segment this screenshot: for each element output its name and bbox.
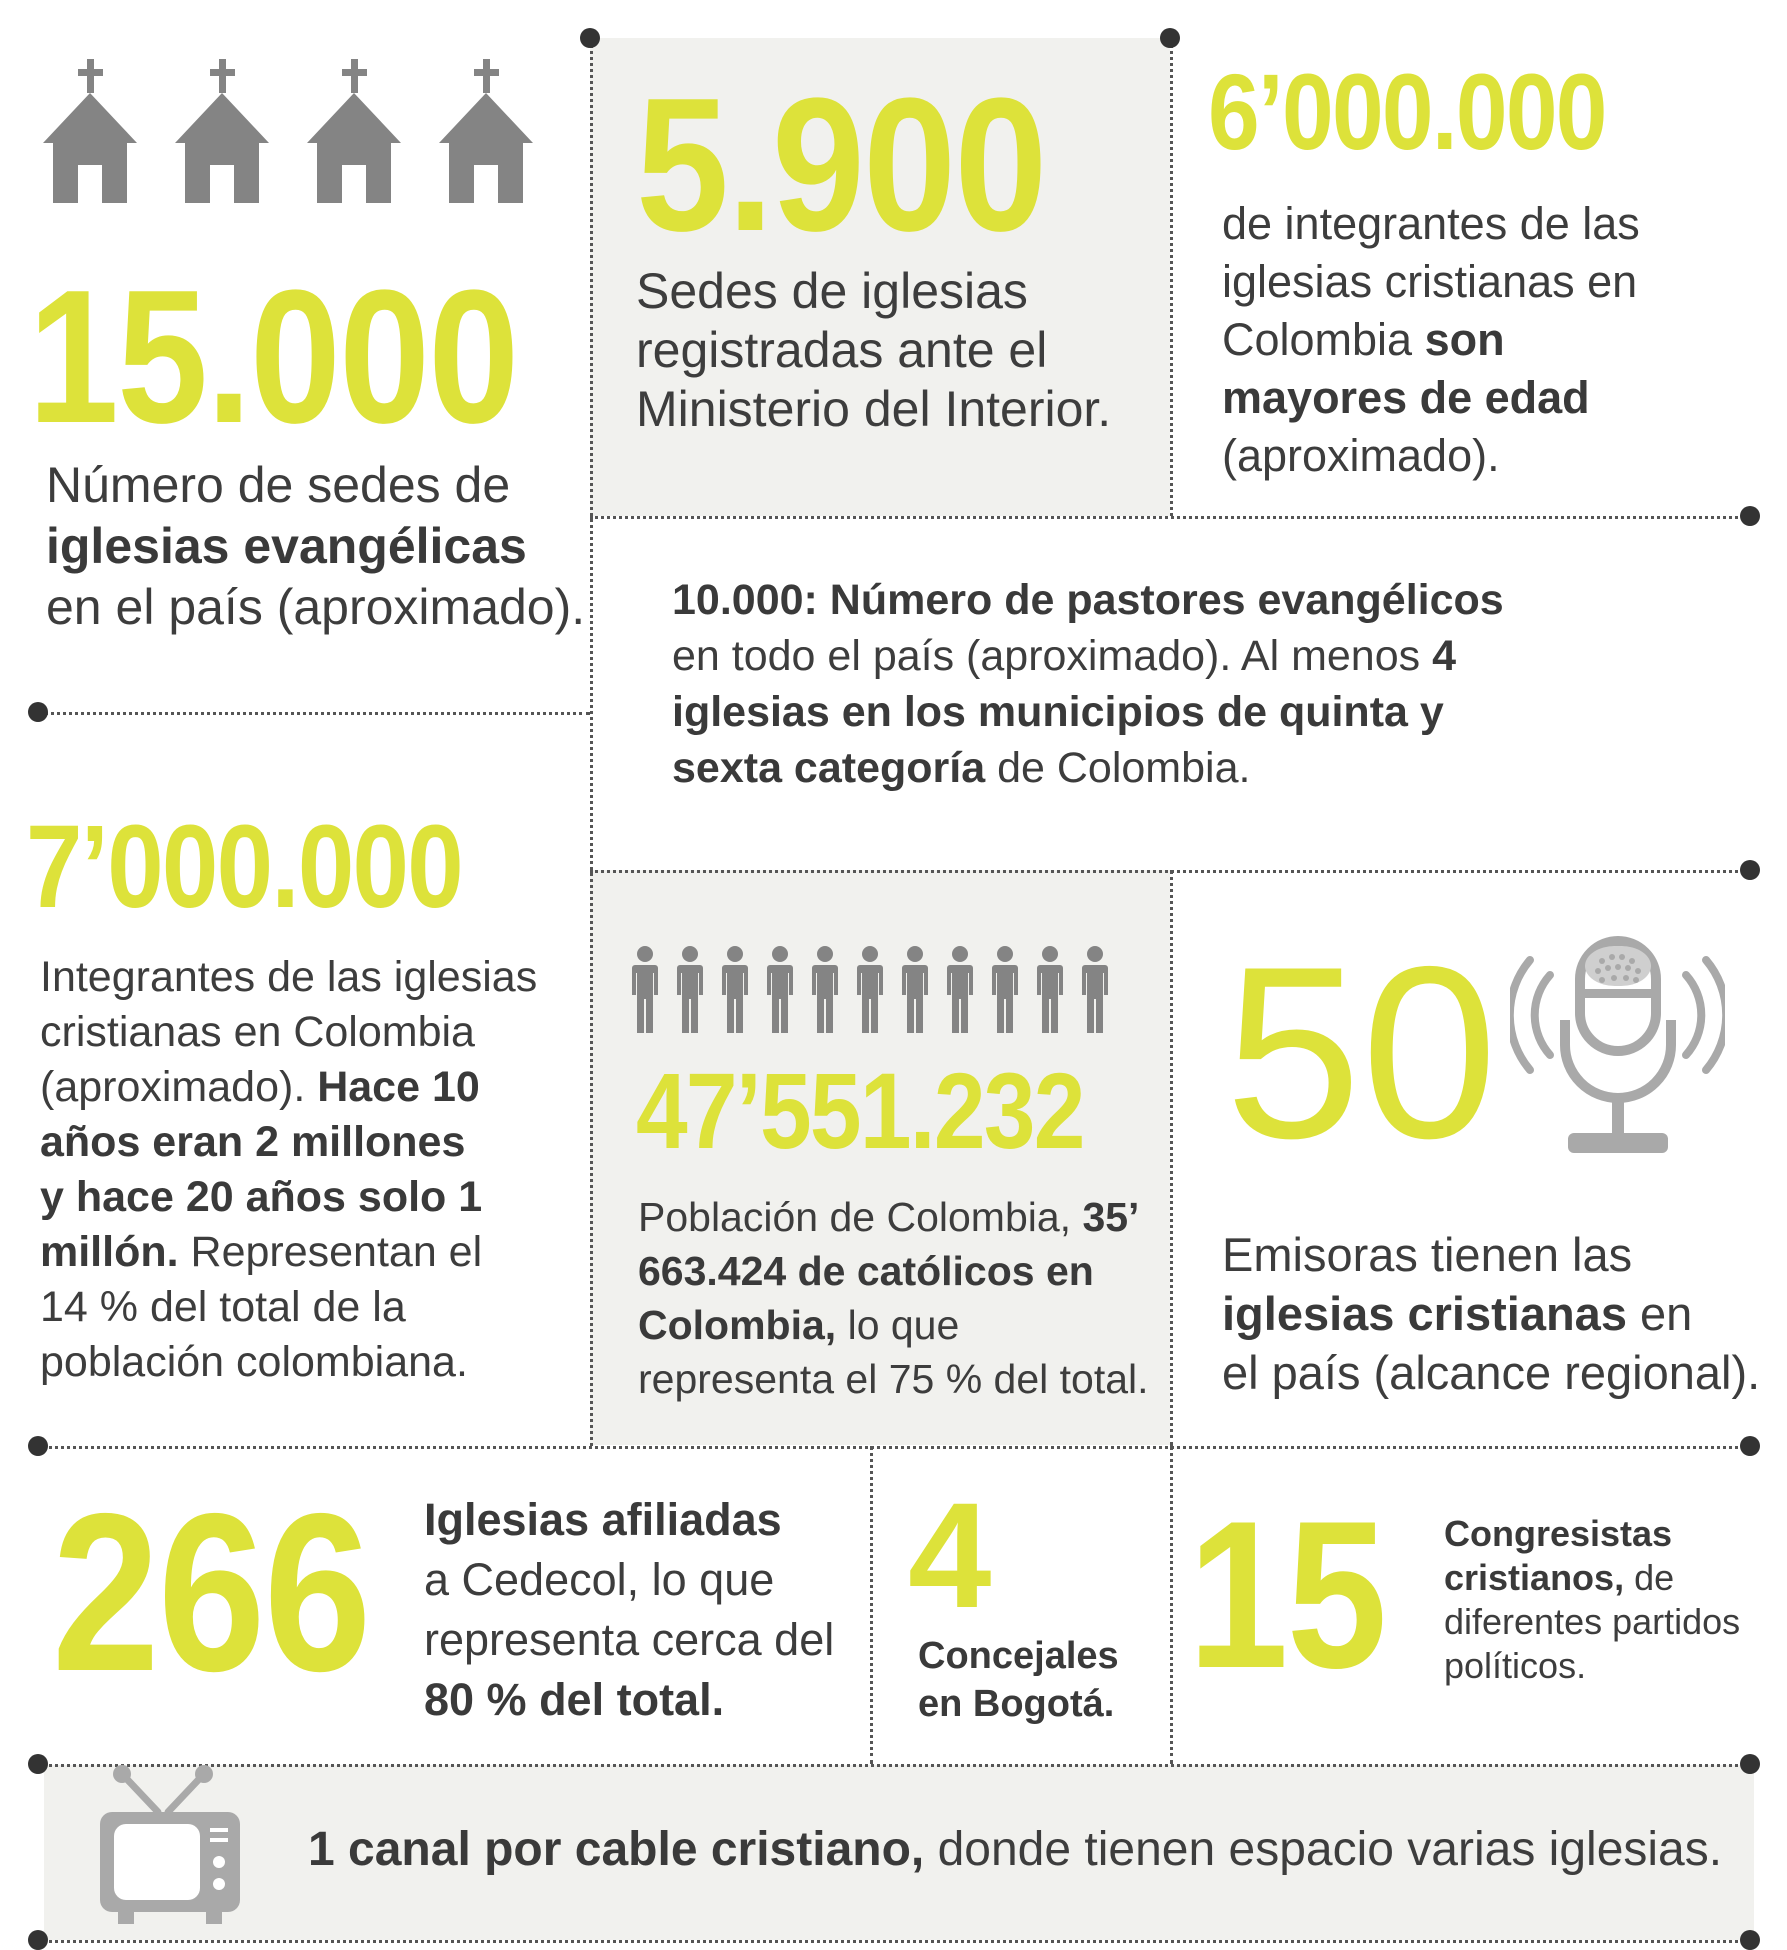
divider-h6 xyxy=(38,1940,1750,1943)
stat-pastores-line-bold: 10.000: Número de pastores evangélicos xyxy=(672,576,1504,624)
stat-266-text xyxy=(424,1490,834,1730)
stat-pastores-span: en todo el país (aproximado). Al menos xyxy=(672,632,1433,680)
stat-5900-text xyxy=(636,262,1111,439)
person-icon xyxy=(857,946,883,1033)
divider-dot xyxy=(28,1930,48,1950)
stat-6000000-line: iglesias cristianas en xyxy=(1222,256,1638,307)
stat-pastores-text xyxy=(672,572,1504,796)
divider-dot xyxy=(28,1754,48,1774)
stat-emisoras-number: 50 xyxy=(1225,915,1498,1189)
stat-concejales-text xyxy=(918,1632,1119,1728)
stat-7000000-span: (aproximado). xyxy=(40,1063,318,1111)
person-icon xyxy=(767,946,793,1033)
stat-15000-line-bold: iglesias evangélicas xyxy=(46,518,527,574)
stat-pastores-bold: 4 xyxy=(1432,632,1457,680)
stat-poblacion-span: Población de Colombia, xyxy=(638,1194,1083,1240)
stat-7000000-line: 14 % del total de la xyxy=(40,1283,406,1331)
stat-poblacion-line xyxy=(638,1190,1149,1244)
stat-canal-bold: 1 canal por cable cristiano, xyxy=(308,1823,925,1876)
person-icon xyxy=(722,946,748,1033)
divider-v4 xyxy=(870,1446,873,1764)
stat-poblacion-bold: 35’ xyxy=(1082,1194,1140,1240)
divider-dot xyxy=(1740,1930,1760,1950)
divider-dot xyxy=(580,28,600,48)
stat-6000000-text xyxy=(1222,195,1640,485)
stat-7000000-number: 7’000.000 xyxy=(26,801,462,933)
stat-poblacion-bold: Colombia, xyxy=(638,1302,837,1348)
person-icons xyxy=(632,945,1137,1035)
stat-emisoras-text xyxy=(1222,1225,1760,1402)
person-icon xyxy=(632,946,658,1033)
stat-poblacion-span: lo que xyxy=(836,1302,960,1348)
stat-pastores-line xyxy=(672,628,1504,684)
stat-poblacion-number: 47’551.232 xyxy=(636,1050,1084,1171)
stat-congresistas-number: 15 xyxy=(1188,1477,1386,1712)
church-icon xyxy=(307,59,401,203)
divider-h1 xyxy=(38,712,590,715)
stat-pastores-line xyxy=(672,740,1504,796)
divider-dot xyxy=(1160,28,1180,48)
stat-pastores-span: de Colombia. xyxy=(985,744,1251,792)
stat-congresistas-line: políticos. xyxy=(1444,1645,1587,1686)
stat-poblacion-line xyxy=(638,1298,1149,1352)
stat-266-line-bold: Iglesias afiliadas xyxy=(424,1494,782,1545)
stat-emisoras-line xyxy=(1222,1284,1760,1343)
divider-h4 xyxy=(38,1446,1750,1449)
stat-congresistas-span: de xyxy=(1624,1557,1675,1598)
stat-7000000-line xyxy=(40,1225,537,1280)
divider-v5 xyxy=(1170,1446,1173,1764)
divider-dot xyxy=(1740,860,1760,880)
stat-6000000-line xyxy=(1222,311,1640,369)
stat-poblacion-line-bold: 663.424 de católicos en xyxy=(638,1248,1094,1294)
stat-266-line-bold: 80 % del total. xyxy=(424,1674,725,1725)
church-icon xyxy=(43,59,137,203)
church-icon xyxy=(175,59,269,203)
stat-5900-number: 5.900 xyxy=(636,59,1046,271)
divider-dot xyxy=(28,1436,48,1456)
stat-congresistas-line xyxy=(1444,1556,1740,1600)
stat-pastores-bold: sexta categoría xyxy=(672,744,986,792)
stat-concejales-line-bold: Concejales xyxy=(918,1635,1119,1677)
stat-emisoras-bold: iglesias cristianas xyxy=(1222,1287,1627,1340)
stat-5900-line: Ministerio del Interior. xyxy=(636,381,1112,437)
stat-6000000-line-bold: mayores de edad xyxy=(1222,372,1590,423)
stat-pastores-line-bold: iglesias en los municipios de quinta y xyxy=(672,688,1444,736)
stat-concejales-number: 4 xyxy=(908,1471,990,1639)
stat-congresistas-text xyxy=(1444,1512,1740,1688)
person-icon xyxy=(1037,946,1063,1033)
stat-poblacion-text xyxy=(638,1190,1149,1406)
stat-6000000-span: Colombia xyxy=(1222,314,1425,365)
person-icon xyxy=(992,946,1018,1033)
stat-6000000-line: de integrantes de las xyxy=(1222,198,1640,249)
tv-icon xyxy=(96,1762,246,1932)
stat-7000000-span: Representan el xyxy=(178,1228,483,1276)
stat-7000000-line-bold: y hace 20 años solo 1 xyxy=(40,1173,483,1221)
divider-dot xyxy=(1740,1754,1760,1774)
stat-poblacion-line: representa el 75 % del total. xyxy=(638,1356,1149,1402)
stat-266-number: 266 xyxy=(52,1466,370,1718)
person-icon xyxy=(677,946,703,1033)
person-icon xyxy=(902,946,928,1033)
stat-7000000-line: Integrantes de las iglesias xyxy=(40,953,538,1001)
stat-15000-number: 15.000 xyxy=(28,251,518,463)
stat-266-line: a Cedecol, lo que xyxy=(424,1554,775,1605)
stat-7000000-bold: millón. xyxy=(40,1228,179,1276)
stat-6000000-line: (aproximado). xyxy=(1222,430,1500,481)
stat-7000000-bold: Hace 10 xyxy=(317,1063,480,1111)
church-icons xyxy=(40,55,580,205)
stat-7000000-line: cristianas en Colombia xyxy=(40,1008,475,1056)
stat-congresistas-bold: cristianos, xyxy=(1444,1557,1625,1598)
stat-congresistas-line: diferentes partidos xyxy=(1444,1601,1741,1642)
stat-15000-line: Número de sedes de xyxy=(46,457,511,513)
divider-h2 xyxy=(590,516,1750,519)
divider-v1 xyxy=(590,38,593,1446)
stat-266-line: representa cerca del xyxy=(424,1614,835,1665)
stat-5900-line: registradas ante el xyxy=(636,322,1048,378)
church-icon xyxy=(439,59,533,203)
stat-canal-span: donde tienen espacio varias iglesias. xyxy=(924,1823,1723,1876)
stat-7000000-line-bold: años eran 2 millones xyxy=(40,1118,466,1166)
stat-6000000-bold: son xyxy=(1424,314,1505,365)
stat-emisoras-line: el país (alcance regional). xyxy=(1222,1346,1761,1399)
person-icon xyxy=(947,946,973,1033)
stat-15000-line: en el país (aproximado). xyxy=(46,579,586,635)
person-icon xyxy=(812,946,838,1033)
stat-5900-line: Sedes de iglesias xyxy=(636,263,1028,319)
stat-15000-text xyxy=(46,455,585,638)
stat-7000000-line: población colombiana. xyxy=(40,1338,468,1386)
microphone-icon xyxy=(1510,935,1725,1170)
stat-emisoras-line: Emisoras tienen las xyxy=(1222,1228,1633,1281)
divider-dot xyxy=(1740,506,1760,526)
stat-emisoras-span: en xyxy=(1626,1287,1693,1340)
stat-7000000-text xyxy=(40,950,537,1390)
stat-congresistas-line-bold: Congresistas xyxy=(1444,1513,1673,1554)
stat-canal-text xyxy=(308,1820,1722,1880)
divider-h5 xyxy=(38,1764,1750,1767)
stat-concejales-line-bold: en Bogotá. xyxy=(918,1683,1115,1725)
stat-6000000-number: 6’000.000 xyxy=(1208,51,1606,172)
stat-7000000-line xyxy=(40,1060,537,1115)
divider-dot xyxy=(28,702,48,722)
divider-dot xyxy=(1740,1436,1760,1456)
divider-v3 xyxy=(1170,870,1173,1446)
person-icon xyxy=(1082,946,1108,1033)
divider-v2 xyxy=(1170,38,1173,516)
